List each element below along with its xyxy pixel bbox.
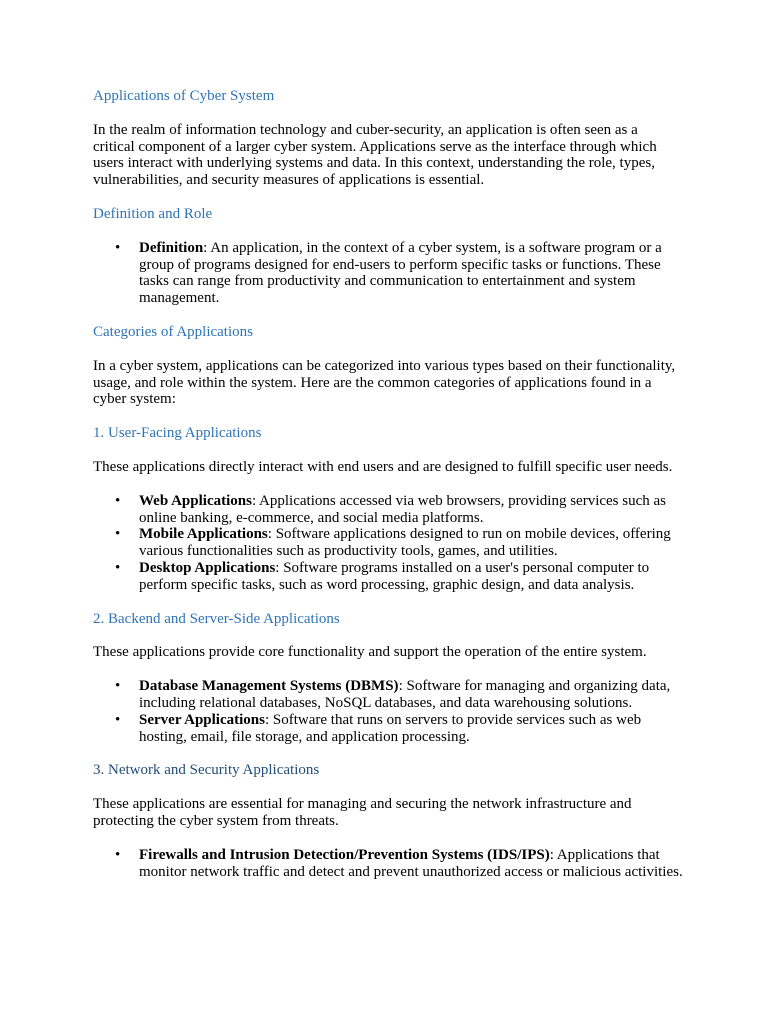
backend-list [93,678,683,745]
network-list [93,847,683,881]
item-term: Database Management Systems (DBMS) [139,678,399,695]
document-body [93,88,683,897]
categories-heading: Categories of Applications [93,323,253,340]
list-item [93,526,683,560]
document-title: Applications of Cyber System [93,88,275,104]
item-term: Web Applications [139,492,252,509]
item-term: Definition [139,239,204,256]
list-item [93,560,683,594]
item-term: Mobile Applications [139,526,268,543]
bullet-icon: • [115,711,121,728]
item-text: : Software programs installed on a user's personal computer to perform specific tasks, such as word processing, graphic design, and data analysis. [139,559,650,593]
item-text: : Software applications designed to run on mobile devices, offering various functionalities such as productivity tools, games, and utilities. [139,526,671,560]
user-facing-list [93,493,683,594]
definition-heading: Definition and Role [93,205,213,222]
item-text: : Applications that monitor network traffic and detect and prevent unauthorized access or malicious activities. [139,846,683,880]
list-item [93,678,683,712]
item-text: : Software for managing and organizing data, including relational databases, NoSQL databases, and data warehousing solutions. [139,678,671,711]
network-heading: 3. Network and Security Applications [93,762,320,779]
user-facing-paragraph: These applications directly interact with end users and are designed to fulfill specific user needs. [93,458,673,475]
bullet-icon: • [115,492,121,509]
item-term: Server Applications [139,711,265,728]
bullet-icon: • [115,526,121,543]
bullet-icon: • [115,559,121,576]
item-text: : Applications accessed via web browsers, providing services such as online banking, e-commerce, and social media platforms. [139,492,667,526]
backend-paragraph: These applications provide core functionality and support the operation of the entire system. [93,644,647,661]
item-text: : Software that runs on servers to provide services such as web hosting, email, file storage, and application processing. [139,711,642,745]
intro-paragraph: In the realm of information technology and cuber-security, an application is often seen as a critical component of a larger cyber system. Applications serve as the interface through which users interact with underlying systems and data. In this context, understanding the role, types, vulnerabilities, and security measures of applications is essential. [93,121,657,189]
definition-list [93,240,683,307]
list-item [93,240,683,307]
network-paragraph: These applications are essential for managing and securing the network infrastructure and protecting the cyber system from threats. [93,796,632,829]
bullet-icon: • [115,846,121,863]
categories-paragraph: In a cyber system, applications can be categorized into various types based on their functionality, usage, and role within the system. Here are the common categories of applications found in a cyber system: [93,357,676,408]
list-item [93,712,683,746]
user-facing-heading: 1. User-Facing Applications [93,425,262,442]
item-text: : An application, in the context of a cyber system, is a software program or a group of programs designed for end-users to perform specific tasks or functions. These tasks can range from productivity and communication to entertainment and system management. [139,239,662,307]
list-item [93,847,683,881]
item-term: Firewalls and Intrusion Detection/Prevention Systems (IDS/IPS) [139,846,550,863]
list-item [93,493,683,527]
backend-heading: 2. Backend and Server-Side Applications [93,610,340,627]
bullet-icon: • [115,239,121,256]
item-term: Desktop Applications [139,559,276,576]
bullet-icon: • [115,678,121,695]
